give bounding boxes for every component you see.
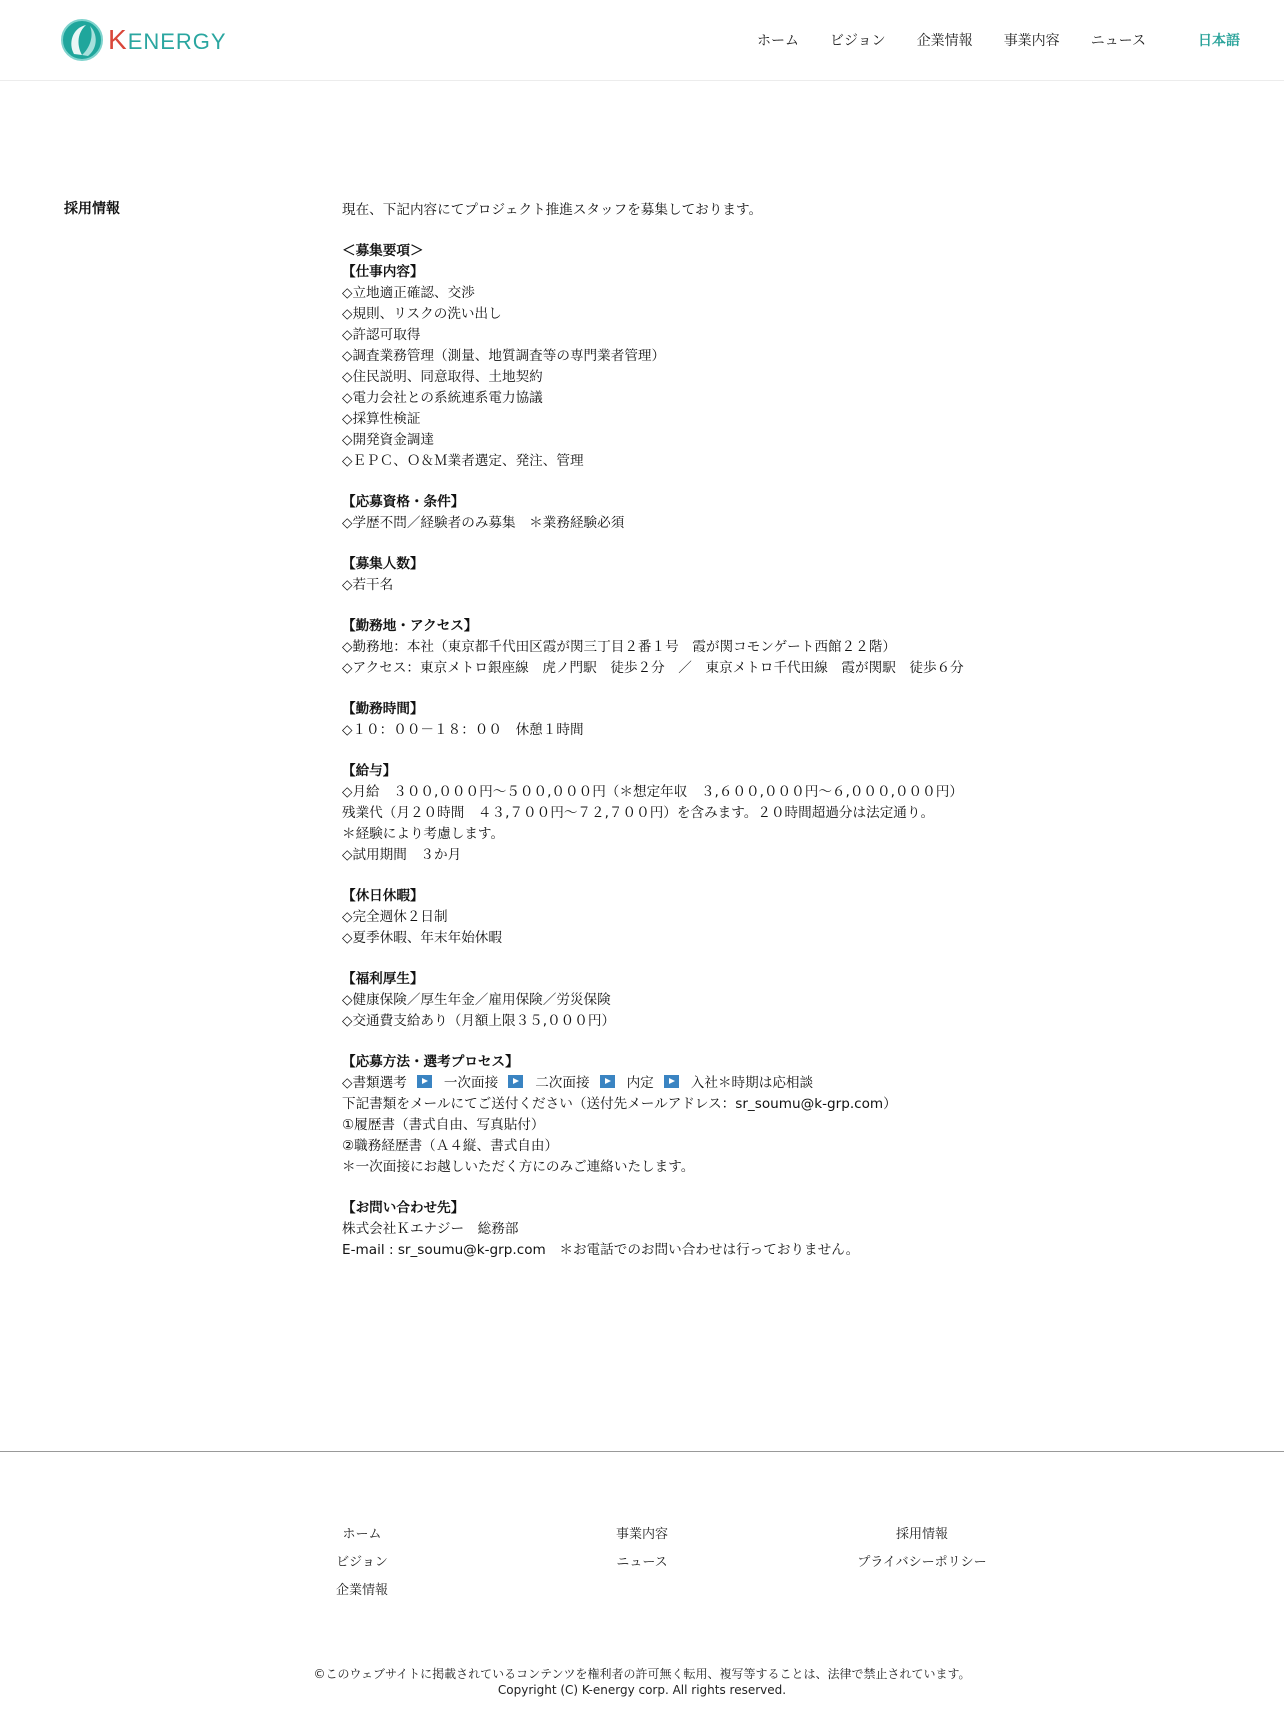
footer-link-news[interactable]: ニュース (616, 1555, 668, 1570)
nav-business[interactable]: 事業内容 (1003, 33, 1060, 49)
main-nav (726, 30, 1240, 50)
apply-title: 【応募方法・選考プロセス】 (342, 1054, 519, 1070)
salary-item: ◇月給 ３００,０００円～５００,０００円（＊想定年収 ３,６００,０００円～６,０００,０００円） (342, 784, 963, 800)
process-step: 二次面接 (535, 1075, 590, 1091)
location-title: 【勤務地・アクセス】 (342, 618, 478, 634)
welfare-item: ◇健康保険／厚生年金／雇用保険／労災保険 (342, 992, 611, 1008)
footer-link-privacy[interactable]: プライバシーポリシー (857, 1555, 987, 1570)
footer-link-home[interactable]: ホーム (342, 1527, 382, 1542)
apply-item: ①履歴書（書式自由、写真貼付） (342, 1117, 545, 1133)
salary-title: 【給与】 (342, 763, 397, 779)
arrow-right-icon (600, 1075, 615, 1088)
hours-item: ◇１０：００－１８：００ 休憩１時間 (342, 722, 584, 738)
page-title: 採用情報 (64, 201, 120, 217)
nav-home[interactable]: ホーム (756, 33, 799, 49)
apply-item: ＊一次面接にお越しいただく方にのみご連絡いたします。 (342, 1159, 695, 1175)
job-item: ◇調査業務管理（測量、地質調査等の専門業者管理） (342, 348, 666, 364)
arrow-right-icon (417, 1075, 432, 1088)
nav-vision[interactable]: ビジョン (829, 33, 886, 49)
kenergy-logo-mark-icon (60, 18, 104, 62)
welfare-title: 【福利厚生】 (342, 971, 424, 987)
apply-item: ②職務経歴書（Ａ４縦、書式自由） (342, 1138, 559, 1154)
recruit-content (342, 200, 1222, 1261)
headcount-item: ◇若干名 (342, 577, 394, 593)
copyright-notice: ©このウェブサイトに掲載されているコンテンツを権利者の許可無く転用、複写等することは、法律で禁止されています。 (313, 1667, 971, 1681)
nav-news[interactable]: ニュース (1090, 33, 1146, 49)
headcount-title: 【募集人数】 (342, 556, 424, 572)
logo-wordmark: KENERGY (108, 24, 227, 55)
nav-company[interactable]: 企業情報 (916, 33, 973, 49)
job-item: ◇開発資金調達 (342, 432, 435, 448)
footer-link-vision[interactable]: ビジョン (336, 1555, 388, 1570)
kenergy-logo[interactable] (60, 18, 227, 62)
arrow-right-icon (508, 1075, 523, 1088)
apply-item: 下記書類をメールにてご送付ください（送付先メールアドレス：sr_soumu@k-grp.com） (342, 1096, 897, 1112)
process-step: ◇書類選考 (342, 1075, 407, 1091)
process-step: 内定 (626, 1075, 654, 1091)
footer-links-col2 (592, 1521, 692, 1577)
job-item: ◇住民説明、同意取得、土地契約 (342, 369, 543, 385)
intro-text: 現在、下記内容にてプロジェクト推進スタッフを募集しております。 (342, 202, 763, 218)
location-item: ◇アクセス：東京メトロ銀座線 虎ノ門駅 徒歩２分 ／ 東京メトロ千代田線 霞が関駅 徒歩６分 (342, 660, 964, 676)
process-step: 入社＊時期は応相談 (690, 1075, 814, 1091)
qualification-item: ◇学歴不問／経験者のみ募集 ＊業務経験必須 (342, 515, 625, 531)
holiday-item: ◇夏季休暇、年末年始休暇 (342, 930, 502, 946)
salary-item: ◇試用期間 ３か月 (342, 847, 462, 863)
location-item: ◇勤務地：本社（東京都千代田区霞が関三丁目２番１号 霞が関コモンゲート西館２２階） (342, 639, 896, 655)
arrow-right-icon (664, 1075, 679, 1088)
footer-divider (0, 1451, 1284, 1452)
job-item: ◇電力会社との系統連系電力協議 (342, 390, 543, 406)
job-item: ◇許認可取得 (342, 327, 421, 343)
salary-item: 残業代（月２０時間 ４３,７００円～７２,７００円）を含みます。２０時間超過分は法定通り。 (342, 805, 935, 821)
salary-item: ＊経験により考慮します。 (342, 826, 505, 842)
requirements-heading: ＜募集要項＞ (342, 243, 424, 259)
welfare-item: ◇交通費支給あり（月額上限３５,０００円） (342, 1013, 616, 1029)
contact-item: E-mail : sr_soumu@k-grp.com ＊お電話でのお問い合わせは行っておりません。 (342, 1242, 860, 1258)
footer-link-company[interactable]: 企業情報 (335, 1583, 388, 1598)
job-item: ◇規則、リスクの洗い出し (342, 306, 502, 322)
copyright-text: Copyright (C) K-energy corp. All rights reserved. (497, 1683, 787, 1697)
process-step: 一次面接 (443, 1075, 499, 1091)
language-switch[interactable]: 日本語 (1198, 33, 1240, 49)
footer-link-recruit[interactable]: 採用情報 (895, 1527, 948, 1542)
job-item: ◇採算性検証 (342, 411, 421, 427)
holiday-title: 【休日休暇】 (342, 888, 424, 904)
selection-process (342, 1073, 1222, 1094)
footer-links-col1 (312, 1521, 412, 1605)
job-item: ◇ＥＰＣ、Ｏ＆Ｍ業者選定、発注、管理 (342, 453, 584, 469)
footer-links-col3 (842, 1521, 1002, 1577)
holiday-item: ◇完全週休２日制 (342, 909, 448, 925)
contact-title: 【お問い合わせ先】 (342, 1200, 465, 1216)
job-item: ◇立地適正確認、交渉 (342, 285, 475, 301)
contact-item: 株式会社Ｋエナジー 総務部 (342, 1221, 519, 1237)
site-header (0, 0, 1284, 81)
footer-link-business[interactable]: 事業内容 (615, 1527, 668, 1542)
hours-title: 【勤務時間】 (342, 701, 424, 717)
footer-copyright (0, 1666, 1284, 1698)
qualification-title: 【応募資格・条件】 (342, 494, 465, 510)
job-title: 【仕事内容】 (342, 264, 424, 280)
